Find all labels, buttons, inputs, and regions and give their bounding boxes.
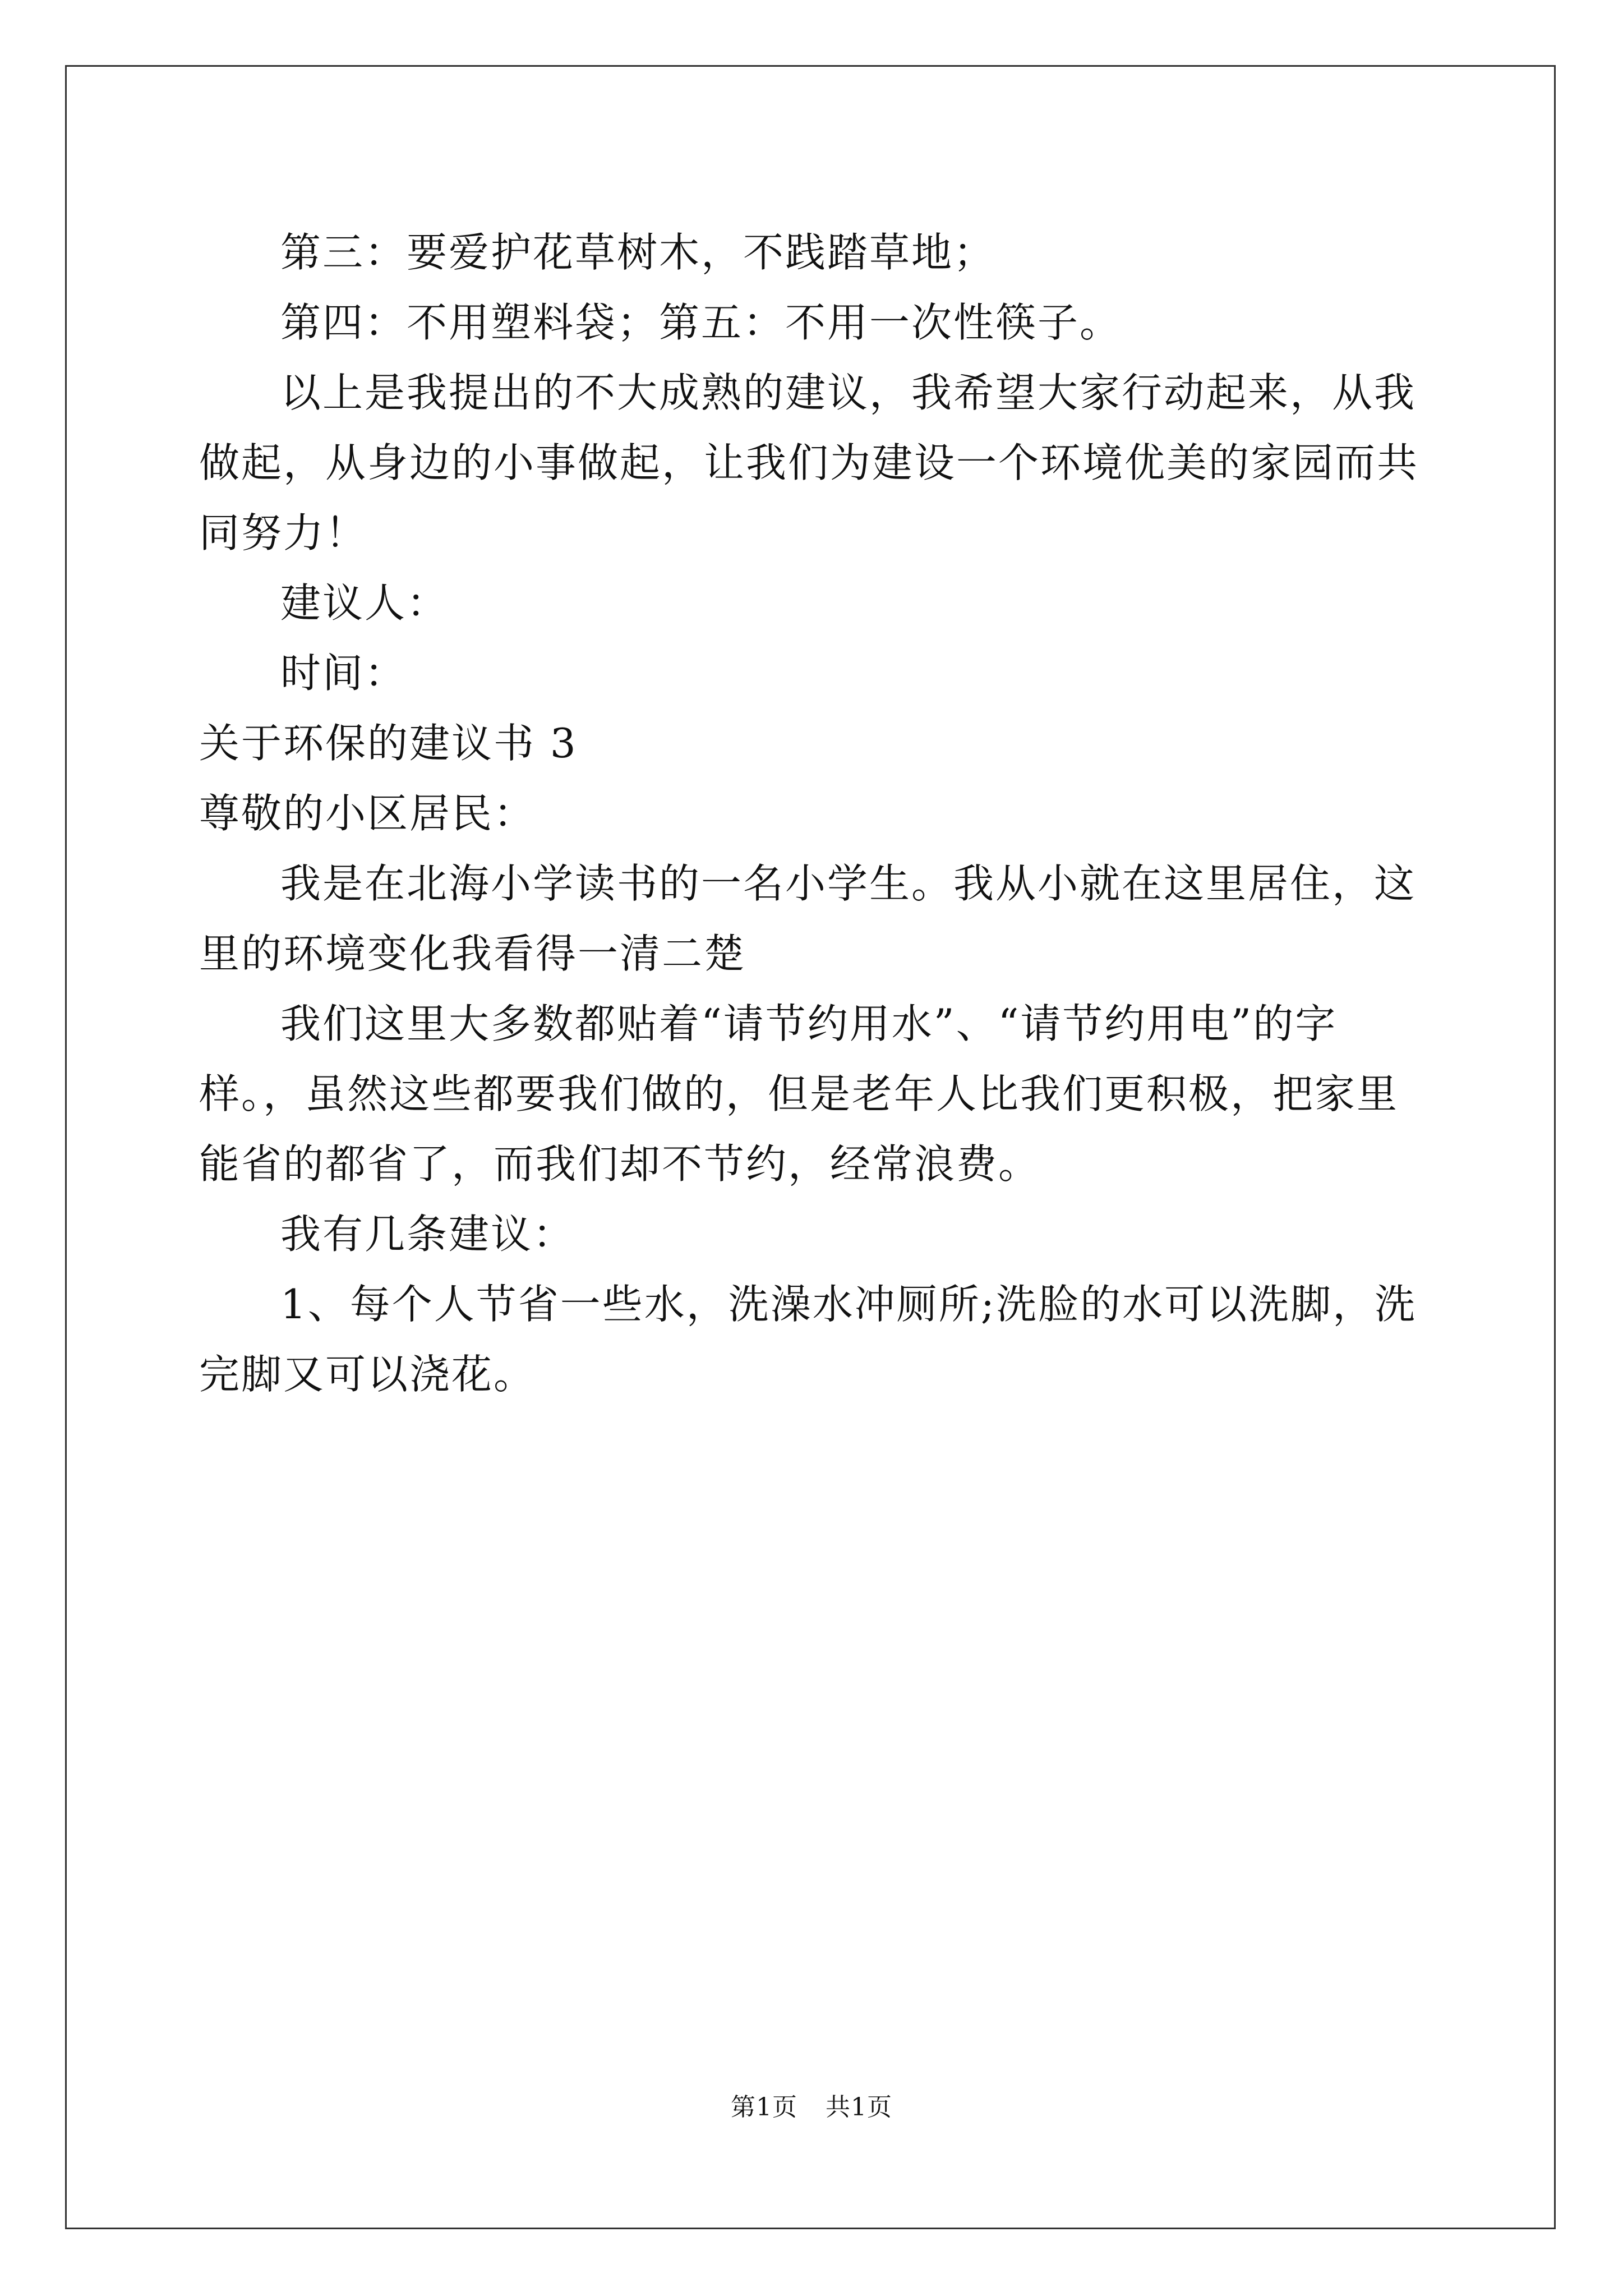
page-number: 第1页 — [731, 2093, 797, 2122]
paragraph: 我有几条建议： — [280, 1211, 575, 1258]
paragraph: 建议人： — [280, 579, 449, 627]
document-body — [199, 218, 1433, 1410]
paragraph: 第三：要爱护花草树木，不践踏草地； — [280, 229, 996, 276]
paragraph: 以上是我提出的不大成熟的建议，我希望大家行动起来，从我做起，从身边的小事做起，让我们为建设一个环境优美的家园而共同努力！ — [199, 369, 1419, 556]
section-heading: 关于环保的建议书 3 — [199, 720, 578, 767]
paragraph: 第四：不用塑料袋；第五：不用一次性筷子。 — [280, 299, 1122, 346]
page-footer — [0, 2087, 1623, 2123]
salutation: 尊敬的小区居民： — [199, 790, 536, 837]
paragraph: 我们这里大多数都贴着“请节约用水”、“请节约用电”的字样。，虽然这些都要我们做的，但是老年人比我们更积极，把家里能省的都省了，而我们却不节约，经常浪费。 — [199, 1000, 1399, 1188]
page-total: 共1页 — [826, 2093, 892, 2122]
paragraph: 我是在北海小学读书的一名小学生。我从小就在这里居住，这里的环境变化我看得一清二楚 — [199, 860, 1417, 977]
paragraph: 1、每个人节省一些水，洗澡水冲厕所;洗脸的水可以洗脚，洗完脚又可以浇花。 — [199, 1281, 1417, 1398]
paragraph: 时间： — [280, 650, 407, 697]
